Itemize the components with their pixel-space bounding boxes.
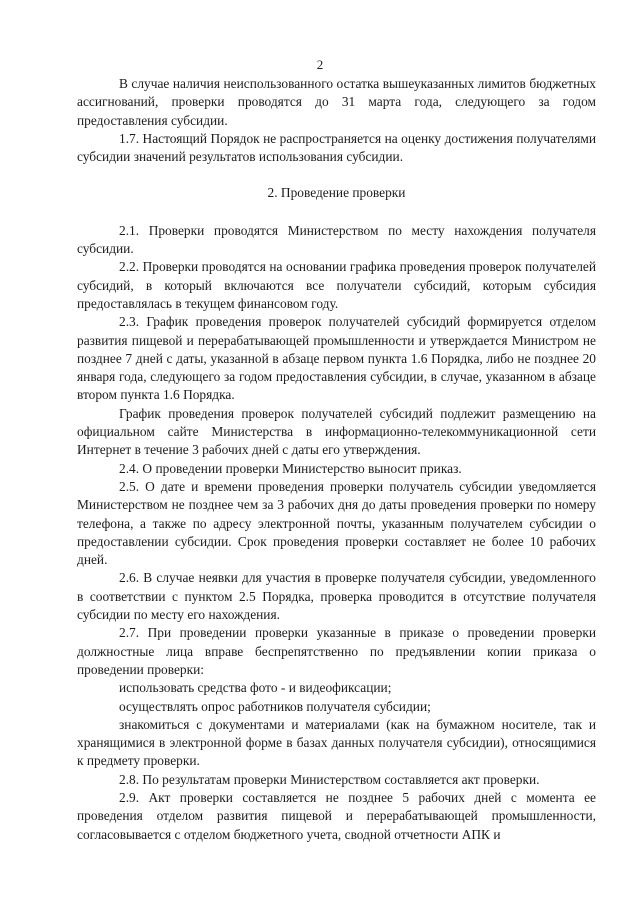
list-item-documents: знакомиться с документами и материалами (как на бумажном носителе, так и хранящимися в электронной форме в базах данных получателя субсидии), относящимися к предмету проверки. [77,716,596,769]
paragraph-2-9: 2.9. Акт проверки составляется не позднее 5 рабочих дней с момента ее проведения отделом развития пищевой и перерабатывающей промышленности, согласовывается с отделом бюджетного учета, сводной отчетности АПК и [77,789,596,842]
paragraph-2-6: 2.6. В случае неявки для участия в проверке получателя субсидии, уведомленного в соответствии с пунктом 2.5 Порядка, проверка проводится в отсутствие получателя субсидии по месту его нахождения. [77,570,596,623]
paragraph-unused-balance: В случае наличия неиспользованного остатка вышеуказанных лимитов бюджетных ассигнований, проверки проводятся до 31 марта года, следующего за годом предоставления субсидии. [77,76,596,128]
paragraph-2-3: 2.3. График проведения проверок получателей субсидий формируется отделом развития пищевой и перерабатывающей промышленности и утверждается Министром не позднее 7 дней с даты, указанной в абзаце первом пункта 1.6 Порядка, либо не позднее 20 января года, следующего за годом предоставления субсидии, в случае, указанном в абзаце втором пункта 1.6 Порядка. [77,314,596,403]
paragraph-schedule-publication: График проведения проверок получателей субсидий подлежит размещению на официальном сайте Министерства в информационно-телекоммуникационной сети Интернет в течение 3 рабочих дней с даты его утверждения. [77,405,596,458]
page-number: 2 [316,57,324,72]
paragraph-2-7: 2.7. При проведении проверки указанные в приказе о проведении проверки должностные лица вправе беспрепятственно по предъявлении копии приказа о проведении проверки: [77,625,596,677]
paragraph-2-1: 2.1. Проверки проводятся Министерством по месту нахождения получателя субсидии. [77,222,596,257]
paragraph-1-7: 1.7. Настоящий Порядок не распространяется на оценку достижения получателями субсидии значений результатов использования субсидии. [77,130,596,165]
paragraph-2-2: 2.2. Проверки проводятся на основании графика проведения проверок получателей субсидий, в который включаются все получатели субсидий, которым субсидия предоставлялась в текущем финансовом году. [77,259,596,311]
paragraph-2-8: 2.8. По результатам проверки Министерством составляется акт проверки. [119,771,540,787]
list-item-photo-video: использовать средства фото - и видеофиксации; [119,680,392,696]
section-heading: 2. Проведение проверки [267,185,406,201]
document-body [77,75,596,844]
list-item-survey: осуществлять опрос работников получателя субсидии; [119,698,431,714]
paragraph-2-5: 2.5. О дате и времени проведения проверки получатель субсидии уведомляется Министерством не позднее чем за 3 рабочих дня до даты проведения проверки по номеру телефона, а также по адресу электронной почты, указанным получателем субсидии о предоставлении субсидии. Срок проведения проверки составляет не более 10 рабочих дней. [77,478,596,568]
paragraph-2-4: 2.4. О проведении проверки Министерство выносит приказ. [119,460,462,476]
